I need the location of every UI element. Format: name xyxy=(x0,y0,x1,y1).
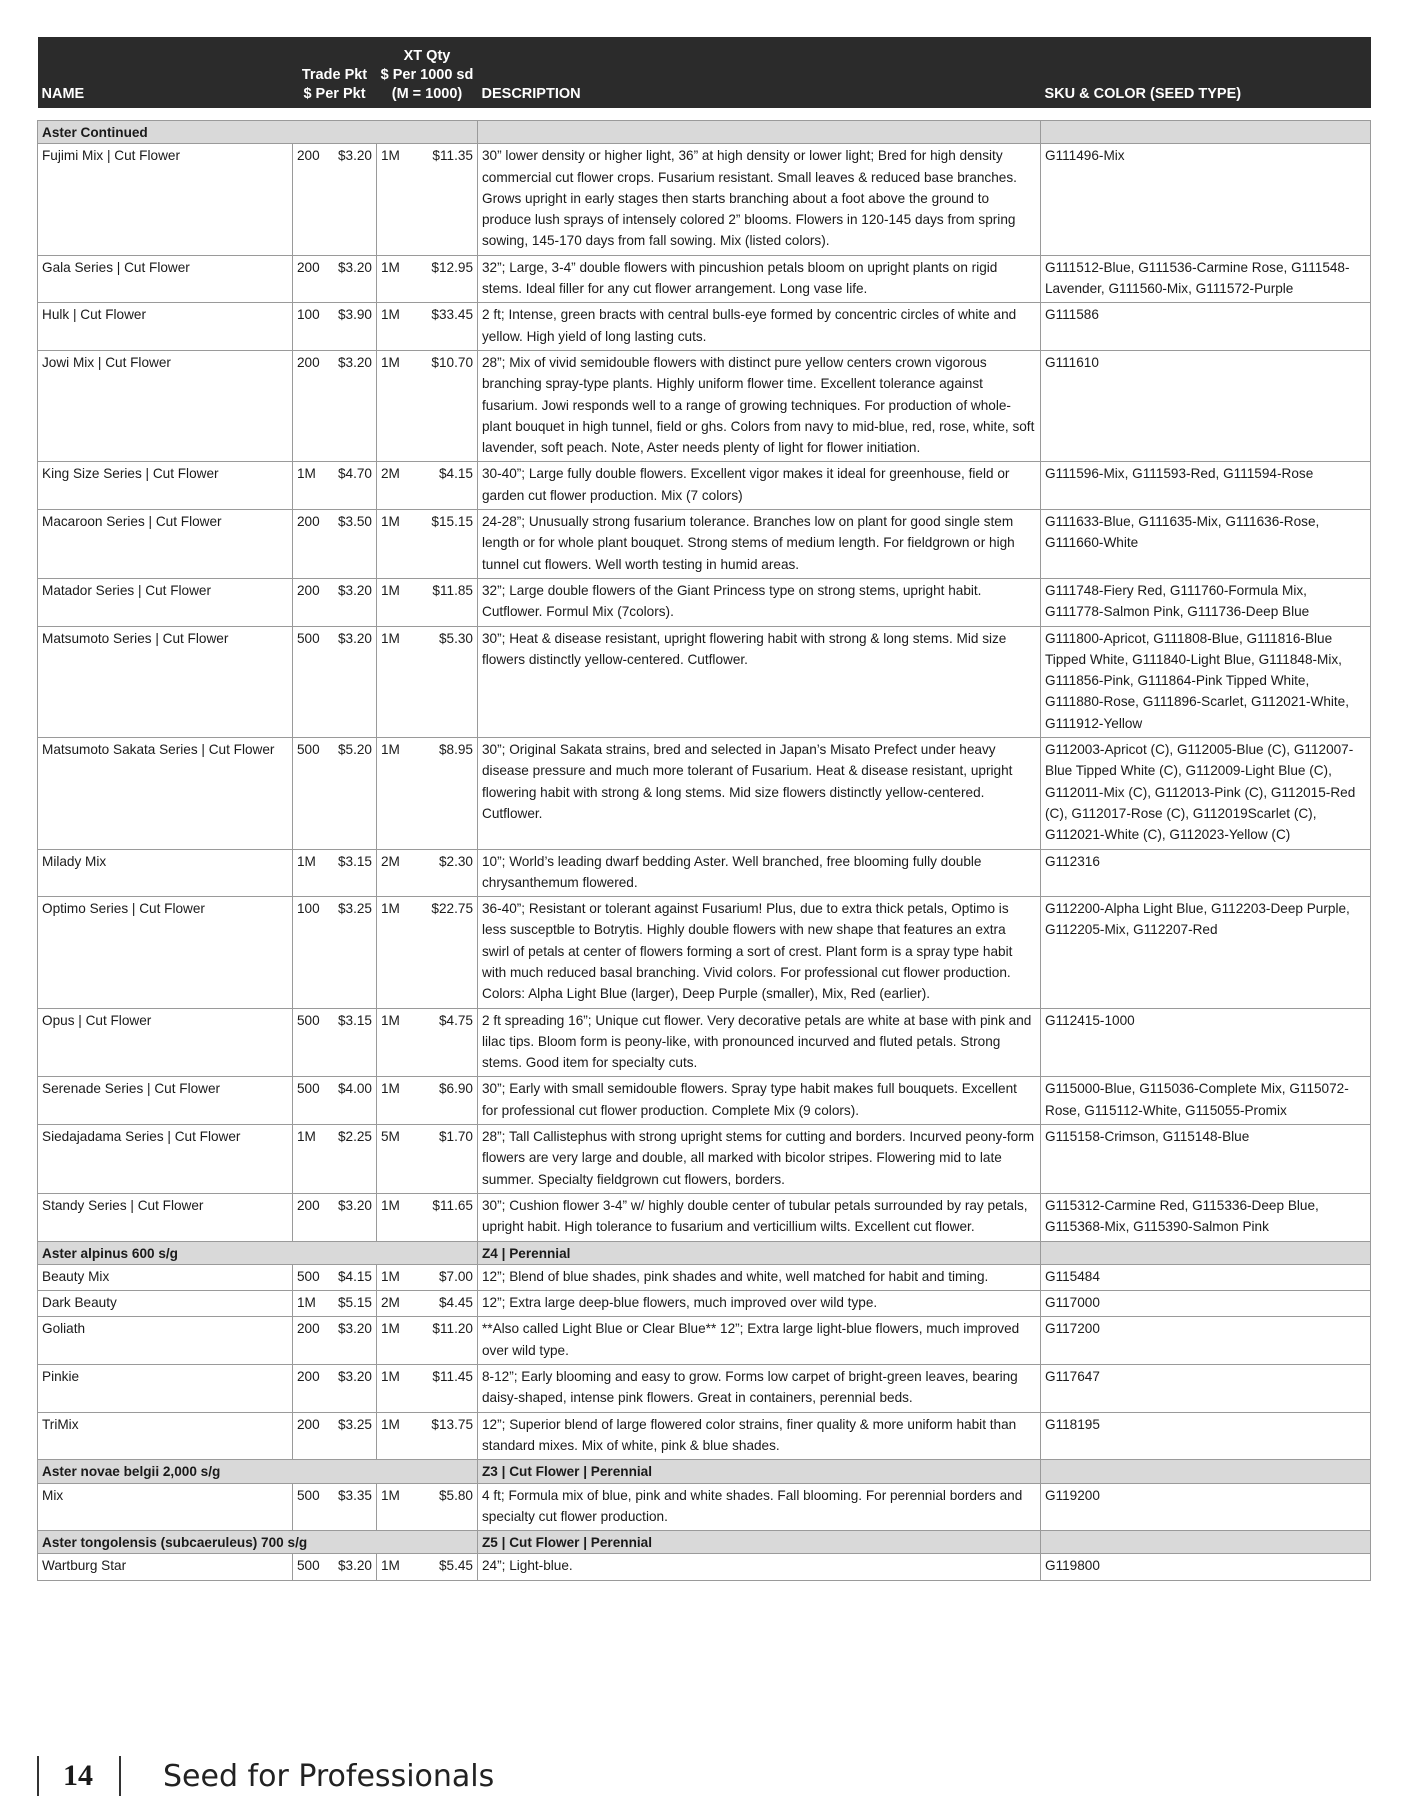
trade-pkt-qty: 1M xyxy=(293,462,325,510)
description: 30” lower density or higher light, 36” at high density or lower light; Bred for high density commercial cut flower crops. Fusarium resistant. Small leaves & reduced base branches. Grows upright in early stages then starts branching about a foot above the ground to produce lush sprays of intensely colored 2” blooms. Flowers in 120-145 days from spring sowing, 145-170 days from fall sowing. Mix (listed colors). xyxy=(478,144,1041,255)
trade-pkt-qty: 500 xyxy=(293,1264,325,1290)
table-row xyxy=(38,626,1371,737)
header-xt-per-1000-label: $ Per 1000 sd xyxy=(380,67,474,83)
table-row xyxy=(38,303,1371,351)
header-xt-qty-label: XT Qty xyxy=(403,48,451,64)
description: 2 ft spreading 16”; Unique cut flower. Very decorative petals are white at base with pink and lilac tips. Bloom form is peony-like, with pronounced incurved and fluted petals. Strong stems. Good item for specialty cuts. xyxy=(478,1008,1041,1077)
xt-qty: 1M xyxy=(377,255,422,303)
product-name: Siedajadama Series | Cut Flower xyxy=(38,1125,293,1194)
table-row xyxy=(38,255,1371,303)
sku-color: G115000-Blue, G115036-Complete Mix, G115072-Rose, G115112-White, G115055-Promix xyxy=(1041,1077,1371,1125)
sku-color: G115312-Carmine Red, G115336-Deep Blue, G115368-Mix, G115390-Salmon Pink xyxy=(1041,1193,1371,1241)
xt-qty: 2M xyxy=(377,849,422,897)
trade-pkt-price: $3.20 xyxy=(325,1193,377,1241)
section-sku-cell xyxy=(1041,1531,1371,1554)
xt-price: $1.70 xyxy=(422,1125,478,1194)
xt-price: $5.45 xyxy=(422,1554,478,1580)
section-zone-info xyxy=(478,121,1041,144)
xt-qty: 5M xyxy=(377,1125,422,1194)
section-zone-info: Z3 | Cut Flower | Perennial xyxy=(478,1460,1041,1483)
trade-pkt-price: $3.20 xyxy=(325,626,377,737)
trade-pkt-price: $4.15 xyxy=(325,1264,377,1290)
sku-color: G112415-1000 xyxy=(1041,1008,1371,1077)
header-trade-pkt xyxy=(293,37,377,108)
trade-pkt-price: $3.90 xyxy=(325,303,377,351)
trade-pkt-price: $5.15 xyxy=(325,1291,377,1317)
product-name: Hulk | Cut Flower xyxy=(38,303,293,351)
xt-qty: 1M xyxy=(377,303,422,351)
product-name: Macaroon Series | Cut Flower xyxy=(38,510,293,579)
section-header-row xyxy=(38,121,1371,144)
header-trade-pkt-label: Trade Pkt xyxy=(301,67,368,83)
xt-qty: 1M xyxy=(377,1365,422,1413)
xt-qty: 1M xyxy=(377,1193,422,1241)
table-row xyxy=(38,144,1371,255)
section-sku-cell xyxy=(1041,1460,1371,1483)
xt-qty: 2M xyxy=(377,1291,422,1317)
trade-pkt-qty: 1M xyxy=(293,849,325,897)
sku-color: G111748-Fiery Red, G111760-Formula Mix, G111778-Salmon Pink, G111736-Deep Blue xyxy=(1041,578,1371,626)
product-name: Optimo Series | Cut Flower xyxy=(38,897,293,1008)
xt-qty: 1M xyxy=(377,1077,422,1125)
table-row xyxy=(38,1077,1371,1125)
sku-color: G117000 xyxy=(1041,1291,1371,1317)
xt-qty: 1M xyxy=(377,1317,422,1365)
description: 2 ft; Intense, green bracts with central bulls-eye formed by concentric circles of white and yellow. High yield of long lasting cuts. xyxy=(478,303,1041,351)
xt-price: $11.45 xyxy=(422,1365,478,1413)
description: 30”; Early with small semidouble flowers. Spray type habit makes full bouquets. Excellent for professional cut flower production. Complete Mix (9 colors). xyxy=(478,1077,1041,1125)
description: 10”; World’s leading dwarf bedding Aster. Well branched, free blooming fully double chrysanthemum flowered. xyxy=(478,849,1041,897)
table-row xyxy=(38,462,1371,510)
table-row xyxy=(38,849,1371,897)
xt-price: $13.75 xyxy=(422,1412,478,1460)
seed-price-table-wrapper xyxy=(37,37,1370,1581)
xt-price: $22.75 xyxy=(422,897,478,1008)
xt-price: $11.35 xyxy=(422,144,478,255)
section-title: Aster alpinus 600 s/g xyxy=(38,1241,478,1264)
product-name: Milady Mix xyxy=(38,849,293,897)
xt-price: $6.90 xyxy=(422,1077,478,1125)
xt-price: $7.00 xyxy=(422,1264,478,1290)
section-zone-info: Z4 | Perennial xyxy=(478,1241,1041,1264)
trade-pkt-price: $3.20 xyxy=(325,1554,377,1580)
xt-price: $11.65 xyxy=(422,1193,478,1241)
description: 24”; Light-blue. xyxy=(478,1554,1041,1580)
product-name: Jowi Mix | Cut Flower xyxy=(38,350,293,461)
table-row xyxy=(38,1554,1371,1580)
trade-pkt-qty: 200 xyxy=(293,578,325,626)
table-row xyxy=(38,1008,1371,1077)
product-name: Opus | Cut Flower xyxy=(38,1008,293,1077)
xt-qty: 1M xyxy=(377,144,422,255)
trade-pkt-qty: 500 xyxy=(293,1077,325,1125)
sku-color: G111596-Mix, G111593-Red, G111594-Rose xyxy=(1041,462,1371,510)
xt-price: $11.20 xyxy=(422,1317,478,1365)
product-name: Matsumoto Series | Cut Flower xyxy=(38,626,293,737)
product-name: Wartburg Star xyxy=(38,1554,293,1580)
trade-pkt-price: $4.00 xyxy=(325,1077,377,1125)
trade-pkt-price: $4.70 xyxy=(325,462,377,510)
sku-color: G115158-Crimson, G115148-Blue xyxy=(1041,1125,1371,1194)
page-footer xyxy=(37,1752,494,1800)
product-name: Mix xyxy=(38,1483,293,1531)
trade-pkt-qty: 200 xyxy=(293,255,325,303)
table-row xyxy=(38,1483,1371,1531)
trade-pkt-price: $3.15 xyxy=(325,849,377,897)
trade-pkt-price: $3.20 xyxy=(325,350,377,461)
section-title: Aster Continued xyxy=(38,121,478,144)
trade-pkt-qty: 200 xyxy=(293,1193,325,1241)
seed-price-table xyxy=(37,37,1371,1581)
product-name: King Size Series | Cut Flower xyxy=(38,462,293,510)
section-sku-cell xyxy=(1041,121,1371,144)
sku-color: G111496-Mix xyxy=(1041,144,1371,255)
header-xt-qty xyxy=(377,37,478,108)
sku-color: G111586 xyxy=(1041,303,1371,351)
xt-price: $5.30 xyxy=(422,626,478,737)
trade-pkt-qty: 500 xyxy=(293,1554,325,1580)
trade-pkt-price: $3.25 xyxy=(325,897,377,1008)
trade-pkt-qty: 200 xyxy=(293,350,325,461)
table-body xyxy=(38,121,1371,1581)
description: 30”; Cushion flower 3-4” w/ highly double center of tubular petals surrounded by ray petals, upright habit. High tolerance to fusarium and verticillium wilts. Excellent cut flower. xyxy=(478,1193,1041,1241)
xt-qty: 1M xyxy=(377,510,422,579)
header-name: NAME xyxy=(38,37,293,108)
header-xt-m-label: (M = 1000) xyxy=(391,86,463,102)
description: **Also called Light Blue or Clear Blue** 12”; Extra large light-blue flowers, much improved over wild type. xyxy=(478,1317,1041,1365)
sku-color: G112316 xyxy=(1041,849,1371,897)
table-row xyxy=(38,1125,1371,1194)
table-header xyxy=(38,37,1371,121)
xt-price: $4.15 xyxy=(422,462,478,510)
trade-pkt-qty: 200 xyxy=(293,1317,325,1365)
description: 30”; Heat & disease resistant, upright flowering habit with strong & long stems. Mid size flowers distinctly yellow-centered. Cutflower. xyxy=(478,626,1041,737)
section-title: Aster tongolensis (subcaeruleus) 700 s/g xyxy=(38,1531,478,1554)
trade-pkt-price: $3.15 xyxy=(325,1008,377,1077)
product-name: Standy Series | Cut Flower xyxy=(38,1193,293,1241)
xt-qty: 1M xyxy=(377,350,422,461)
description: 12”; Extra large deep-blue flowers, much improved over wild type. xyxy=(478,1291,1041,1317)
trade-pkt-price: $3.20 xyxy=(325,1365,377,1413)
trade-pkt-price: $3.35 xyxy=(325,1483,377,1531)
section-header-row xyxy=(38,1460,1371,1483)
section-title: Aster novae belgii 2,000 s/g xyxy=(38,1460,478,1483)
trade-pkt-qty: 500 xyxy=(293,1008,325,1077)
trade-pkt-qty: 500 xyxy=(293,738,325,849)
sku-color: G117200 xyxy=(1041,1317,1371,1365)
trade-pkt-price: $3.20 xyxy=(325,144,377,255)
description: 30-40”; Large fully double flowers. Excellent vigor makes it ideal for greenhouse, field or garden cut flower production. Mix (7 colors) xyxy=(478,462,1041,510)
description: 24-28”; Unusually strong fusarium tolerance. Branches low on plant for good single stem length or for whole plant bouquet. Strong stems of medium length. For fieldgrown or high tunnel cut flowers. Well worth testing in humid areas. xyxy=(478,510,1041,579)
sku-color: G112200-Alpha Light Blue, G112203-Deep Purple, G112205-Mix, G112207-Red xyxy=(1041,897,1371,1008)
xt-price: $4.75 xyxy=(422,1008,478,1077)
section-header-row xyxy=(38,1531,1371,1554)
product-name: Goliath xyxy=(38,1317,293,1365)
xt-price: $8.95 xyxy=(422,738,478,849)
section-zone-info: Z5 | Cut Flower | Perennial xyxy=(478,1531,1041,1554)
table-row xyxy=(38,510,1371,579)
trade-pkt-price: $5.20 xyxy=(325,738,377,849)
trade-pkt-qty: 200 xyxy=(293,144,325,255)
trade-pkt-qty: 200 xyxy=(293,1365,325,1413)
product-name: Matsumoto Sakata Series | Cut Flower xyxy=(38,738,293,849)
product-name: Dark Beauty xyxy=(38,1291,293,1317)
table-row xyxy=(38,1365,1371,1413)
product-name: Serenade Series | Cut Flower xyxy=(38,1077,293,1125)
header-sku: SKU & COLOR (SEED TYPE) xyxy=(1041,37,1371,108)
page-number: 14 xyxy=(63,1759,93,1792)
description: 36-40”; Resistant or tolerant against Fusarium! Plus, due to extra thick petals, Optimo is less susceptble to Botrytis. Highly double flowers with new shape that features an extra swirl of petals at center of flowers forming a sort of crest. Plant form is a spray type habit with much reduced basal branching. Vivid colors. For professional cut flower production. Colors: Alpha Light Blue (larger), Deep Purple (smaller), Mix, Red (earlier). xyxy=(478,897,1041,1008)
description: 8-12”; Early blooming and easy to grow. Forms low carpet of bright-green leaves, bearing daisy-shaped, intense pink flowers. Great in containers, perennial beds. xyxy=(478,1365,1041,1413)
product-name: TriMix xyxy=(38,1412,293,1460)
section-sku-cell xyxy=(1041,1241,1371,1264)
xt-qty: 1M xyxy=(377,578,422,626)
xt-qty: 1M xyxy=(377,897,422,1008)
xt-price: $4.45 xyxy=(422,1291,478,1317)
description: 12”; Blend of blue shades, pink shades and white, well matched for habit and timing. xyxy=(478,1264,1041,1290)
table-row xyxy=(38,1412,1371,1460)
trade-pkt-qty: 500 xyxy=(293,626,325,737)
trade-pkt-qty: 500 xyxy=(293,1483,325,1531)
product-name: Pinkie xyxy=(38,1365,293,1413)
sku-color: G119800 xyxy=(1041,1554,1371,1580)
sku-color: G111610 xyxy=(1041,350,1371,461)
table-row xyxy=(38,1193,1371,1241)
xt-qty: 1M xyxy=(377,626,422,737)
sku-color: G111800-Apricot, G111808-Blue, G111816-Blue Tipped White, G111840-Light Blue, G111848-Mix, G111856-Pink, G111864-Pink Tipped White, G111880-Rose, G111896-Scarlet, G112021-White, G111912-Yellow xyxy=(1041,626,1371,737)
header-trade-per-pkt-label: $ Per Pkt xyxy=(303,86,366,102)
trade-pkt-qty: 1M xyxy=(293,1125,325,1194)
header-description: DESCRIPTION xyxy=(478,37,1041,108)
section-header-row xyxy=(38,1241,1371,1264)
trade-pkt-price: $3.20 xyxy=(325,1317,377,1365)
xt-price: $33.45 xyxy=(422,303,478,351)
xt-qty: 1M xyxy=(377,1554,422,1580)
trade-pkt-price: $3.25 xyxy=(325,1412,377,1460)
sku-color: G112003-Apricot (C), G112005-Blue (C), G112007-Blue Tipped White (C), G112009-Light Blue (C), G112011-Mix (C), G112013-Pink (C), G112015-Red (C), G112017-Rose (C), G112019Scarlet (C), G112021-White (C), G112023-Yellow (C) xyxy=(1041,738,1371,849)
trade-pkt-price: $3.20 xyxy=(325,255,377,303)
table-row xyxy=(38,1264,1371,1290)
sku-color: G111512-Blue, G111536-Carmine Rose, G111548-Lavender, G111560-Mix, G111572-Purple xyxy=(1041,255,1371,303)
xt-price: $15.15 xyxy=(422,510,478,579)
trade-pkt-price: $3.50 xyxy=(325,510,377,579)
table-row xyxy=(38,1291,1371,1317)
product-name: Beauty Mix xyxy=(38,1264,293,1290)
product-name: Fujimi Mix | Cut Flower xyxy=(38,144,293,255)
footer-title: Seed for Professionals xyxy=(163,1758,495,1794)
xt-qty: 1M xyxy=(377,1264,422,1290)
table-row xyxy=(38,738,1371,849)
description: 12”; Superior blend of large flowered color strains, finer quality & more uniform habit than standard mixes. Mix of white, pink & blue shades. xyxy=(478,1412,1041,1460)
xt-price: $11.85 xyxy=(422,578,478,626)
trade-pkt-price: $2.25 xyxy=(325,1125,377,1194)
trade-pkt-price: $3.20 xyxy=(325,578,377,626)
sku-color: G118195 xyxy=(1041,1412,1371,1460)
product-name: Matador Series | Cut Flower xyxy=(38,578,293,626)
trade-pkt-qty: 200 xyxy=(293,510,325,579)
xt-price: $12.95 xyxy=(422,255,478,303)
sku-color: G111633-Blue, G111635-Mix, G111636-Rose, G111660-White xyxy=(1041,510,1371,579)
table-row xyxy=(38,897,1371,1008)
description: 4 ft; Formula mix of blue, pink and white shades. Fall blooming. For perennial borders and specialty cut flower production. xyxy=(478,1483,1041,1531)
xt-price: $2.30 xyxy=(422,849,478,897)
sku-color: G117647 xyxy=(1041,1365,1371,1413)
trade-pkt-qty: 100 xyxy=(293,303,325,351)
description: 28”; Tall Callistephus with strong upright stems for cutting and borders. Incurved peony-form flowers are very large and double, all marked with bicolor stripes. Flowering mid to late summer. Specialty fieldgrown cut flowers, borders. xyxy=(478,1125,1041,1194)
table-row xyxy=(38,350,1371,461)
trade-pkt-qty: 100 xyxy=(293,897,325,1008)
xt-qty: 2M xyxy=(377,462,422,510)
xt-price: $5.80 xyxy=(422,1483,478,1531)
trade-pkt-qty: 200 xyxy=(293,1412,325,1460)
description: 30”; Original Sakata strains, bred and selected in Japan’s Misato Prefect under heavy disease pressure and much more tolerant of Fusarium. Heat & disease resistant, upright flowering habit with strong & long stems. Mid size flowers distinctly yellow-centered. Cutflower. xyxy=(478,738,1041,849)
xt-qty: 1M xyxy=(377,1008,422,1077)
xt-qty: 1M xyxy=(377,1412,422,1460)
description: 28”; Mix of vivid semidouble flowers with distinct pure yellow centers crown vigorous branching spray-type plants. Highly uniform flower time. Excellent tolerance against fusarium. Jowi responds well to a range of growing techniques. For production of whole-plant bouquet in high tunnel, field or ghs. Colors from navy to mid-blue, red, rose, white, soft lavender, soft peach. Note, Aster needs plenty of light for flower initiation. xyxy=(478,350,1041,461)
trade-pkt-qty: 1M xyxy=(293,1291,325,1317)
xt-qty: 1M xyxy=(377,738,422,849)
sku-color: G115484 xyxy=(1041,1264,1371,1290)
description: 32”; Large double flowers of the Giant Princess type on strong stems, upright habit. Cutflower. Formul Mix (7colors). xyxy=(478,578,1041,626)
description: 32”; Large, 3-4” double flowers with pincushion petals bloom on upright plants on rigid stems. Ideal filler for any cut flower arrangement. Long vase life. xyxy=(478,255,1041,303)
xt-qty: 1M xyxy=(377,1483,422,1531)
product-name: Gala Series | Cut Flower xyxy=(38,255,293,303)
xt-price: $10.70 xyxy=(422,350,478,461)
table-row xyxy=(38,1317,1371,1365)
sku-color: G119200 xyxy=(1041,1483,1371,1531)
table-row xyxy=(38,578,1371,626)
